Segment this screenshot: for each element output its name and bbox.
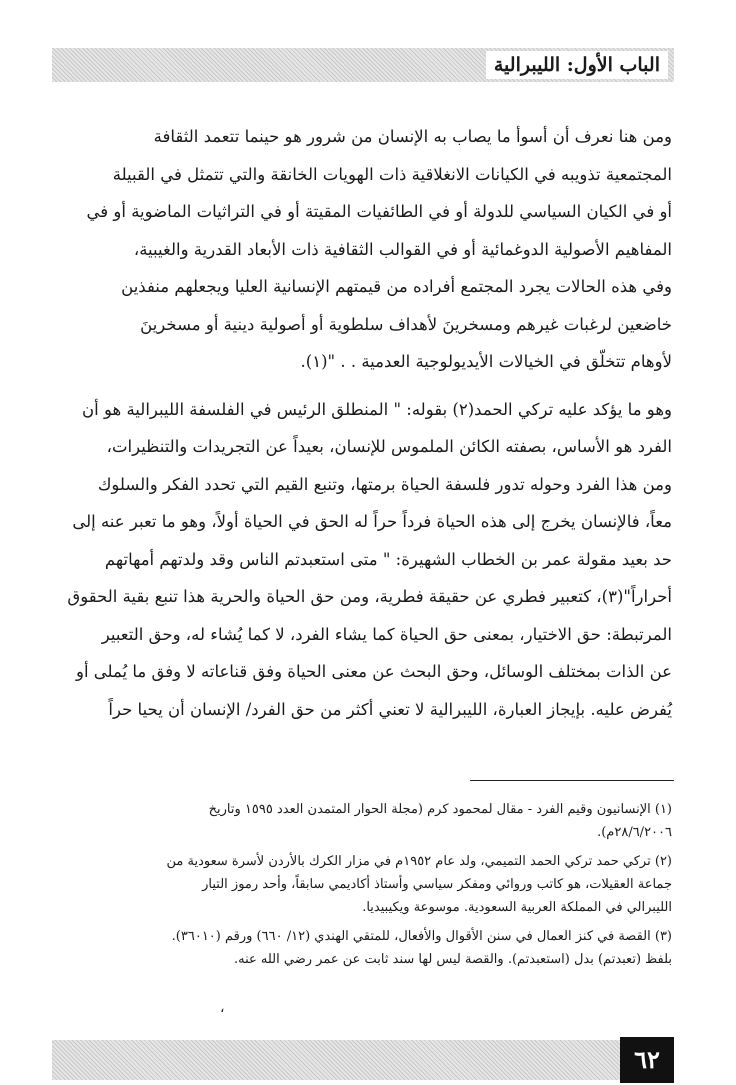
paragraph — [60, 118, 672, 381]
text-line: وهو ما يؤكد عليه تركي الحمد(٢) بقوله: " المنطلق الرئيس في الفلسفة الليبرالية هو أن — [82, 399, 672, 419]
footnote-separator — [470, 780, 674, 781]
footnote-3 — [64, 925, 672, 971]
running-header-title: الباب الأول: الليبرالية — [486, 51, 668, 79]
text-line: لأوهام تتخلّق في الخيالات الأيديولوجية العدمية . . "(١). — [300, 352, 672, 371]
text-line: المفاهيم الأصولية الدوغمائية أو في القوالب الثقافية ذات الأبعاد القدرية والغيبية، — [133, 239, 672, 259]
footnote-line: ٢٨/٦/٢٠٠٦م). — [597, 825, 672, 840]
text-line: الفرد هو الأساس، بصفته الكائن الملموس للإنسان، بعيداً عن التجريدات والتنظيرات، — [106, 437, 672, 456]
footnote-line: (٣) القصة في كنز العمال في سنن الأقوال والأفعال، للمتقي الهندي (١٢/ ٦٦٠) ورقم (٣٦٠١٠). — [171, 929, 672, 944]
paragraph — [60, 391, 672, 729]
text-line: وفي هذه الحالات يجرد المجتمع أفراده من قيمتهم الإنسانية العليا ويجعلهم منفذين — [121, 277, 672, 296]
footnote-line: بلفظ (تعبدتم) بدل (استعبدتم). والقصة ليس لها سند ثابت عن عمر رضي الله عنه. — [233, 952, 672, 967]
stray-mark: ، — [220, 1000, 225, 1016]
text-line: ومن هنا نعرف أن أسوأ ما يصاب به الإنسان من شرور هو حينما تتعمد الثقافة — [153, 127, 672, 146]
footnote-line: (٢) تركي حمد تركي الحمد التميمي، ولد عام ١٩٥٢م في مزار الكرك بالأردن لأسرة سعودية من — [166, 854, 672, 869]
footnote-line: الليبرالي في المملكة العربية السعودية. موسوعة ويكيبيديا. — [362, 900, 672, 915]
text-line: حد بعيد مقولة عمر بن الخطاب الشهيرة: " متى استعبدتم الناس وقد ولدتهم أمهاتهم — [104, 549, 672, 569]
footnote-line: (١) الإنسانيون وقيم الفرد - مقال لمحمود كرم (مجلة الحوار المتمدن العدد ١٥٩٥ وتاريخ — [208, 802, 672, 817]
text-line: يُفرض عليه. بإيجاز العبارة، الليبرالية لا تعني أكثر من حق الفرد/ الإنسان أن يحيا حراً — [108, 699, 672, 719]
text-line: المجتمعية تذويبه في الكيانات الانغلاقية ذات الهويات الخانقة والتي تتمثل في القبيلة — [112, 164, 672, 184]
footnote-line: جماعة العقيلات، هو كاتب وروائي ومفكر سياسي وأستاذ أكاديمي سابقاً، وأحد رموز التيار — [202, 877, 672, 892]
text-line: أحراراً"(٣)، كتعبير فطري عن حقيقة فطرية، ومن حق الحياة والحرية هذا تنبع بقية الحقوق — [67, 587, 672, 606]
text-line: عن الذات بمختلف الوسائل، وحق البحث عن معنى الحياة وفق قناعاته لا وفق ما يُملى أو — [75, 662, 672, 681]
text-line: ومن هذا الفرد وحوله تدور فلسفة الحياة برمتها، وتنبع القيم التي تحدد الفكر والسلوك — [97, 474, 672, 494]
footnote-1 — [64, 798, 672, 844]
footnote-2 — [64, 850, 672, 919]
body-text — [60, 118, 672, 728]
text-line: أو في الكيان السياسي للدولة أو في الطائفيات المقيتة أو في التراثيات الماضوية أو في — [86, 202, 672, 221]
footnotes — [64, 798, 672, 977]
text-line: معاً، فالإنسان يخرج إلى هذه الحياة فرداً حراً له الحق في الحياة أولاً، وهو ما تعبر عنه إلى — [72, 512, 672, 531]
page-number: ٦٢ — [620, 1037, 674, 1083]
page-footer-bar — [52, 1040, 674, 1080]
running-header-bar — [52, 48, 674, 82]
text-line: خاضعين لرغبات غيرهم ومسخرينَ لأهداف سلطوية أو أصولية دينية أو مسخرينَ — [140, 314, 672, 334]
text-line: المرتبطة: حق الاختيار، بمعنى حق الحياة كما يشاء الفرد، لا كما يُشاء له، وحق التعبير — [101, 624, 672, 644]
